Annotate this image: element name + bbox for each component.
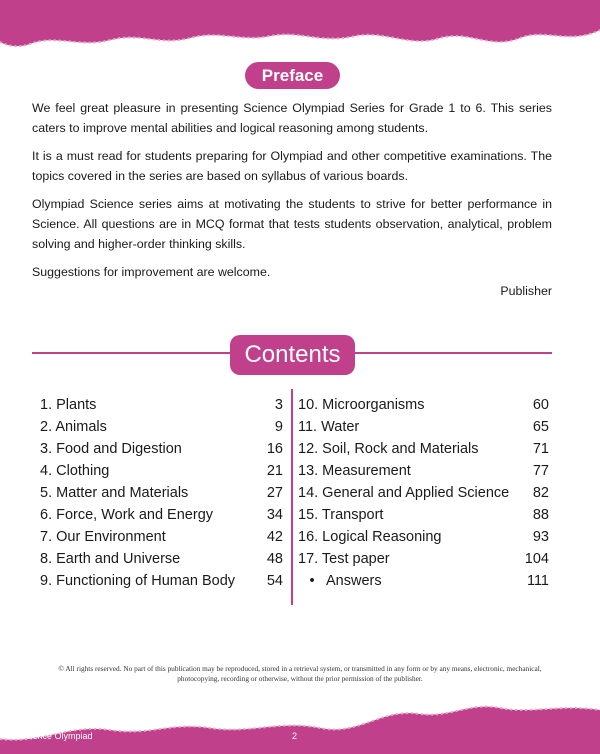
toc-entry (298, 394, 549, 416)
toc-right-column (298, 394, 549, 592)
toc-entry (298, 504, 549, 526)
preface-paragraph: We feel great pleasure in presenting Science Olympiad Series for Grade 1 to 6. This series caters to improve mental abilities and logical reasoning among students. (32, 101, 552, 135)
preface-paragraph: Olympiad Science series aims at motivating the students to strive for better performance in Science. All questions are in MCQ format that tests students observation, analytical, problem solving and higher-order thinking skills. (32, 197, 552, 251)
toc-entry (40, 482, 283, 504)
toc-entry-label: 2. Animals (40, 419, 107, 435)
preface-paragraph: It is a must read for students preparing for Olympiad and other competitive examinations. The topics covered in the series are based on syllabus of various boards. (32, 149, 552, 183)
toc-entry-label: 8. Earth and Universe (40, 551, 181, 567)
toc-entry-page: 16 (266, 441, 283, 457)
toc-entry-label: 11. Water (298, 419, 360, 435)
toc-entry-page: 77 (532, 463, 549, 479)
preface-body (32, 98, 552, 290)
toc-entry-label: 3. Food and Digestion (40, 441, 182, 457)
toc-entry-label: 5. Matter and Materials (40, 485, 189, 501)
toc-entry (298, 548, 549, 570)
toc-entry-page: 27 (266, 485, 283, 501)
footer-page-number: 2 (292, 731, 298, 741)
toc-entry-page: 48 (266, 551, 283, 567)
toc-entry-label: Answers (326, 573, 382, 589)
copyright-notice: © All rights reserved. No part of this publication may be reproduced, stored in a retrieval system, or transmitted in any form or by any means, electronic, mechanical, photocopying, recording or otherwise, without the prior permission of the publisher. (58, 664, 542, 683)
preface-paragraph: Suggestions for improvement are welcome. (32, 265, 271, 279)
toc-column-divider (291, 389, 293, 605)
toc-left-column (40, 394, 283, 592)
toc-entry-label: 16. Logical Reasoning (298, 529, 442, 545)
toc-entry-label: 14. General and Applied Science (298, 485, 510, 501)
toc-entry-label: 7. Our Environment (40, 529, 166, 545)
toc-entry-page: 82 (532, 485, 549, 501)
contents-title: Contents (230, 335, 355, 375)
toc-entry (298, 460, 549, 482)
toc-entry-page: 104 (524, 551, 549, 567)
toc-entry (298, 416, 549, 438)
toc-entry-page: 65 (532, 419, 549, 435)
toc-entry-page: 9 (274, 419, 283, 435)
toc-entry-page: 71 (532, 441, 549, 457)
toc-entry-label: 6. Force, Work and Energy (40, 507, 214, 523)
toc-entry-page: 42 (266, 529, 283, 545)
toc-entry-page: 21 (266, 463, 283, 479)
toc-entry (298, 526, 549, 548)
toc-entry (298, 482, 549, 504)
toc-entry-page: 34 (266, 507, 283, 523)
toc-entry-page: 3 (274, 397, 283, 413)
bottom-wave-decoration (0, 694, 600, 754)
toc-entry-page: 60 (532, 397, 549, 413)
toc-entry-page: 93 (532, 529, 549, 545)
toc-entry-label: 15. Transport (298, 507, 384, 523)
toc-entry-label: 13. Measurement (298, 463, 411, 479)
toc-entry (298, 438, 549, 460)
top-wave-decoration (0, 0, 600, 60)
toc-entry-page: 54 (266, 573, 283, 589)
footer-book-title: Science Olympiad (20, 731, 93, 741)
toc-entry-label: 12. Soil, Rock and Materials (298, 441, 479, 457)
toc-entry (40, 570, 283, 592)
bullet-icon: • (309, 573, 315, 589)
toc-entry (40, 416, 283, 438)
toc-entry (40, 526, 283, 548)
toc-entry-label: 4. Clothing (40, 463, 110, 479)
toc-entry-label: 17. Test paper (298, 551, 390, 567)
toc-entry-label: 9. Functioning of Human Body (40, 573, 236, 589)
preface-title: Preface (245, 62, 340, 89)
toc-entry (40, 460, 283, 482)
toc-entry (40, 548, 283, 570)
toc-entry (40, 504, 283, 526)
publisher-signature: Publisher (500, 284, 552, 298)
toc-entry (40, 438, 283, 460)
toc-entry-page: 111 (526, 573, 549, 589)
toc-entry-page: 88 (532, 507, 549, 523)
toc-entry (40, 394, 283, 416)
toc-entry-answers (298, 570, 549, 592)
toc-entry-label: 10. Microorganisms (298, 397, 425, 413)
toc-entry-label: 1. Plants (40, 397, 97, 413)
